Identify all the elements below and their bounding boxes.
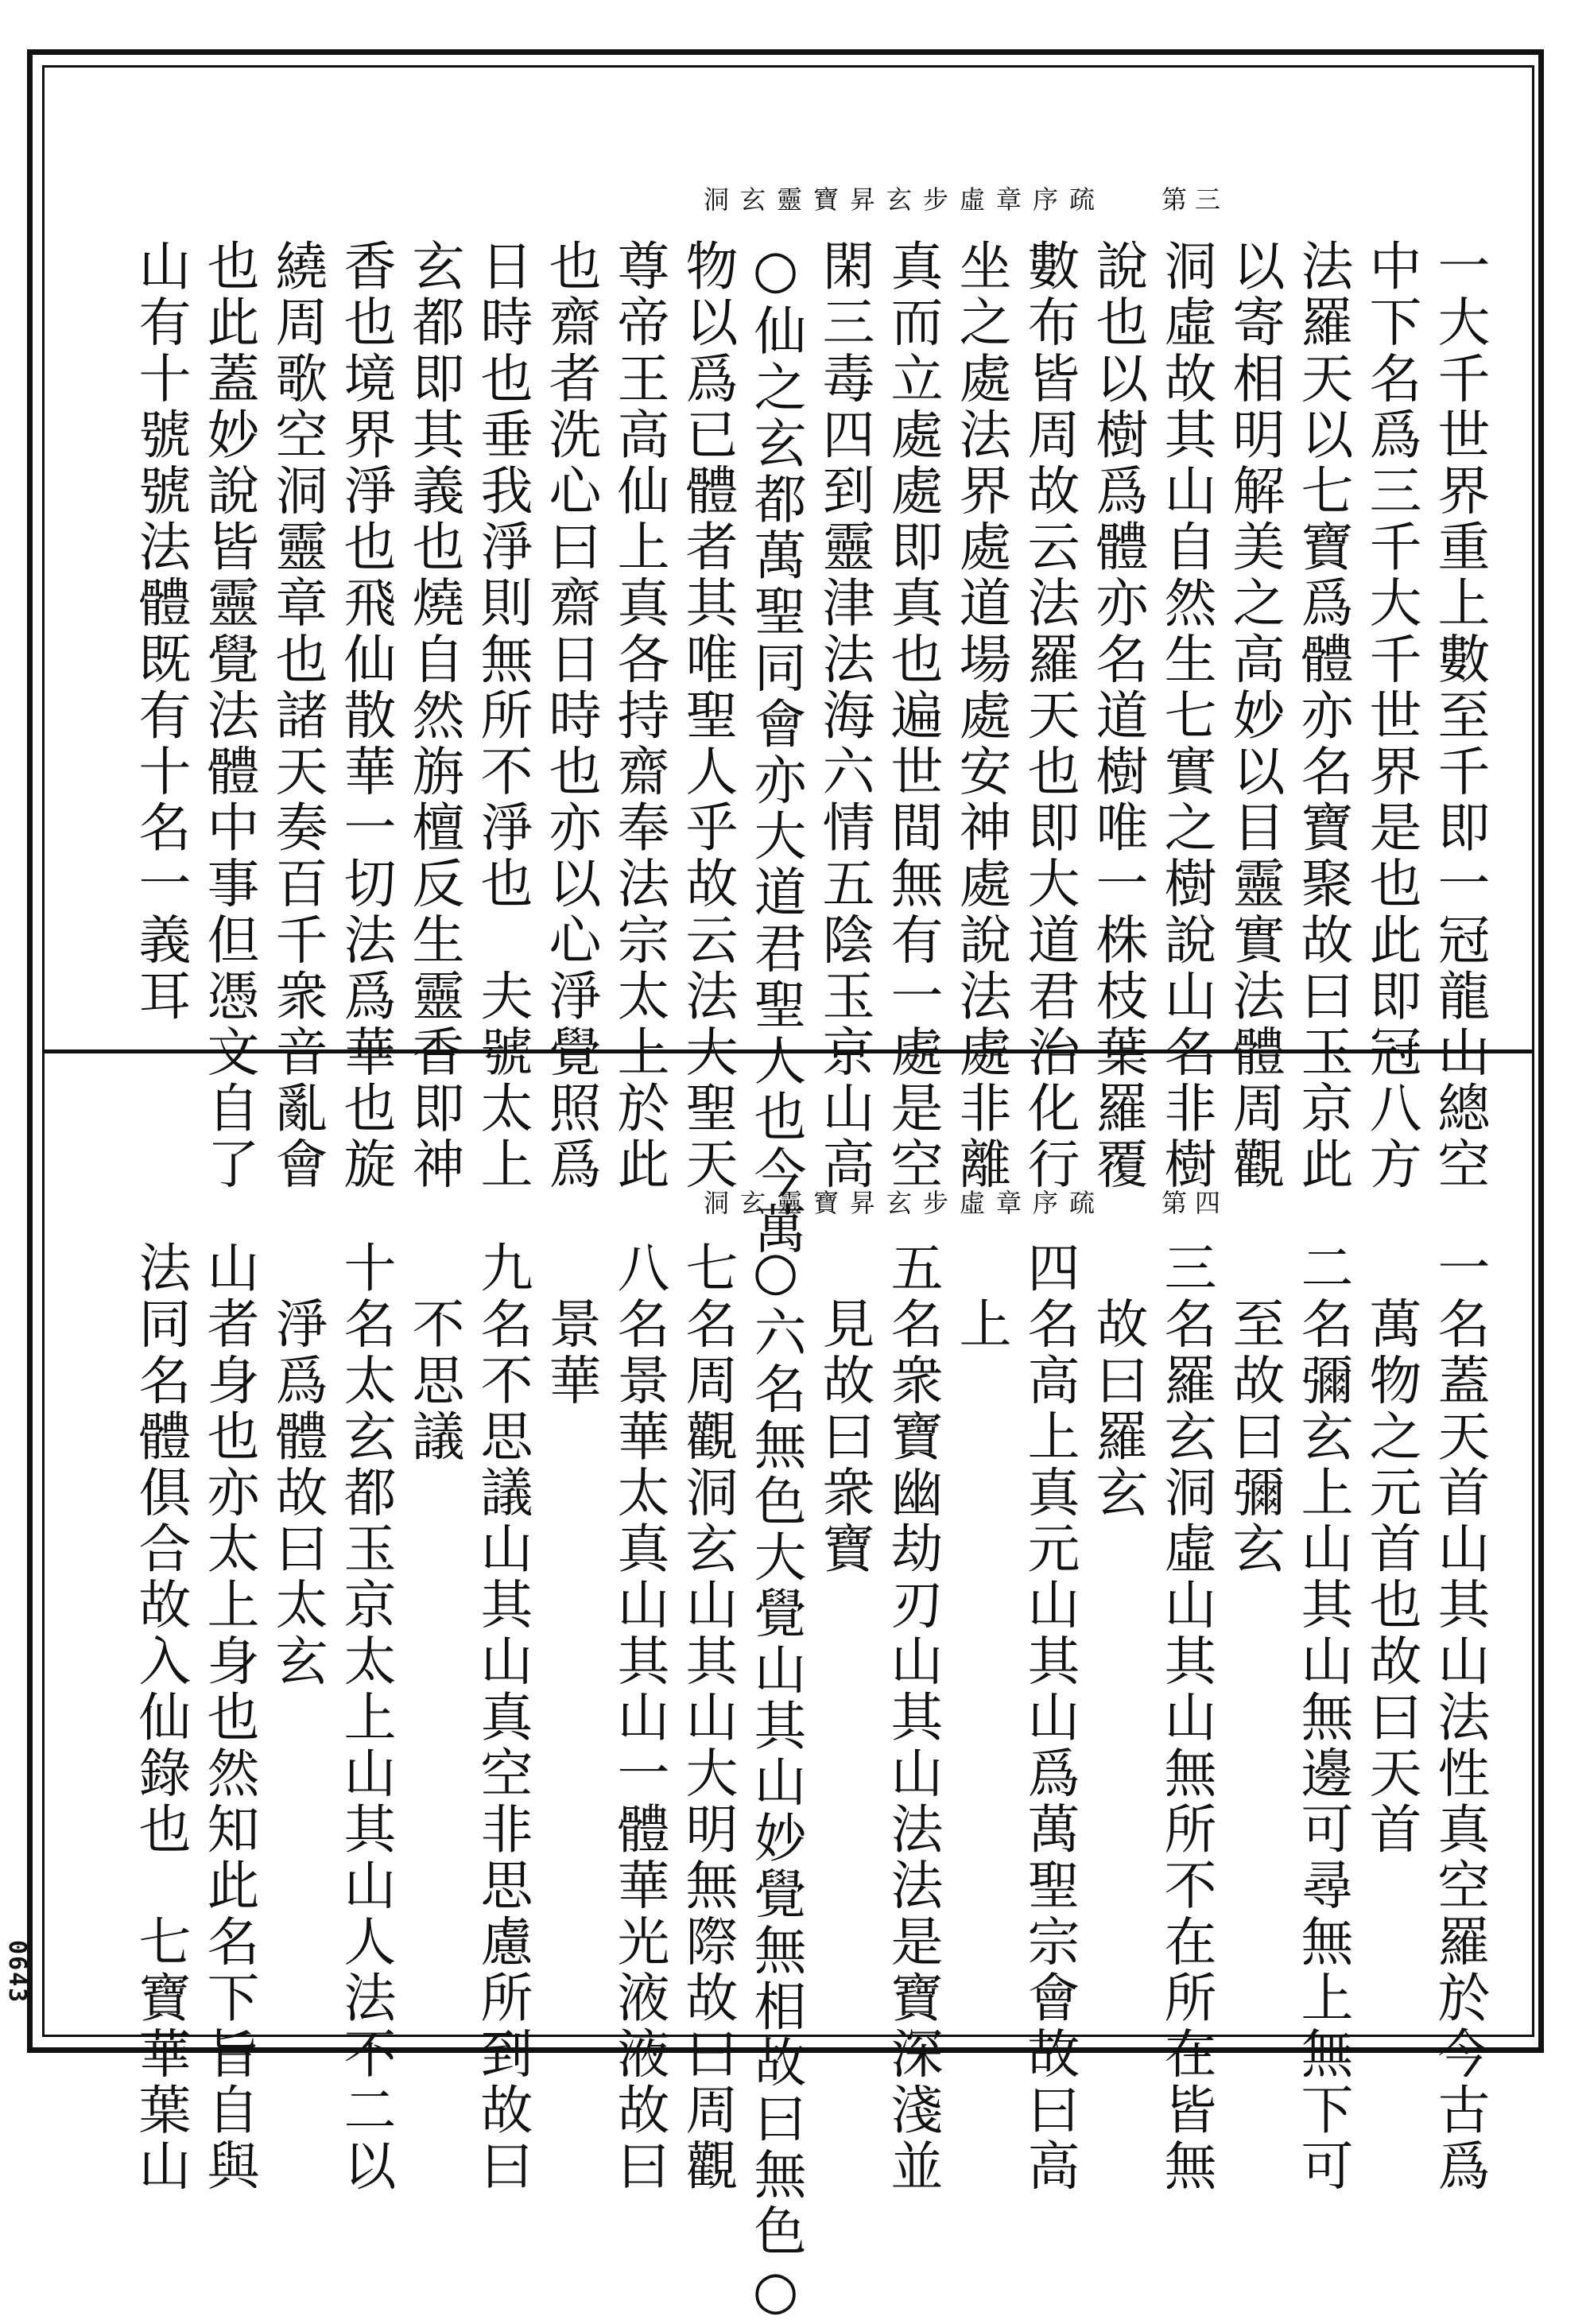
text-column: 至故曰彌玄 [1224, 1240, 1285, 1577]
text-column: 山者身也亦太上身也然知此名下旨自與 [198, 1240, 259, 2195]
text-column: 法同名體俱合故入仙錄也 七寶華葉山 [130, 1240, 191, 2195]
text-column: 見故曰衆寶 [813, 1240, 874, 1577]
text-column: 玄都即其義也燒自然旃檀反生靈香即神 [403, 239, 464, 1193]
text-column: 三名羅玄洞虛山其山無所不在所在皆無 [1155, 1240, 1216, 2195]
text-column: 物以爲已體者其唯聖人乎故云法大聖天 [677, 239, 738, 1193]
text-column: ○仙之玄都萬聖同會亦大道君聖人也今萬 [745, 239, 806, 1258]
upper-text-columns [126, 239, 1493, 1258]
text-column: 故曰羅玄 [1087, 1240, 1148, 1521]
text-column: 八名景華太真山其山一體華光液液故曰 [608, 1240, 669, 2195]
text-column: 景華 [540, 1240, 601, 1409]
lower-header-page: 第四 [1161, 1188, 1229, 1218]
text-column: 洞虛故其山自然生七實之樹說山名非樹 [1155, 239, 1216, 1193]
text-column: 數布皆周故云法羅天也即大道君治化行 [1018, 239, 1080, 1193]
text-column: 中下名爲三千大千世界是也此即冠八方 [1360, 239, 1421, 1193]
text-column: 法羅天以七寶爲體亦名寶聚故曰玉京此 [1292, 239, 1353, 1193]
text-column: 淨爲體故曰太玄 [266, 1240, 328, 1690]
text-column: 九名不思議山其山真空非思慮所到故曰 [471, 1240, 533, 2195]
text-column: 四名高上真元山其山爲萬聖宗會故曰高 [1018, 1240, 1080, 2195]
lower-text-columns [126, 1240, 1493, 2324]
text-column: 真而立處處即真也遍世間無有一處是空 [882, 239, 943, 1193]
text-column: 不思議 [403, 1240, 464, 1465]
upper-header [704, 180, 1228, 216]
text-column: 閑三毒四到靈津法海六情五陰玉京山高 [813, 239, 874, 1193]
upper-header-page: 第三 [1161, 184, 1229, 215]
text-column: 也齋者洗心曰齋日時也亦以心淨覺照爲 [540, 239, 601, 1193]
text-column: 五名衆寶幽劫刃山其山法法是寶深淺並 [882, 1240, 943, 2195]
text-column: 以寄相明解美之高妙以目靈實法體周觀 [1224, 239, 1285, 1193]
text-column: 山有十號號法體既有十名一義耳 [130, 239, 191, 1025]
text-column: 萬物之元首也故曰天首 [1360, 1240, 1421, 1858]
text-column: 一名蓋天首山其山法性真空羅於今古爲 [1429, 1240, 1490, 2195]
text-column: 說也以樹爲體亦名道樹唯一株枝葉羅覆 [1087, 239, 1148, 1193]
upper-header-title: 洞玄靈寶昇玄步虛章序疏 [704, 184, 1107, 215]
text-column: 上 [950, 1240, 1011, 1353]
text-column: 七名周觀洞玄山其山大明無際故曰周觀 [677, 1240, 738, 2195]
text-column: 日時也垂我淨則無所不淨也 夫號太上 [471, 239, 533, 1193]
lower-header [704, 1183, 1228, 1220]
text-column: ○六名無色大覺山其山妙覺無相故曰無色○ [745, 1240, 806, 2324]
text-column: 二名彌玄上山其山無邊可尋無上無下可 [1292, 1240, 1353, 2195]
text-column: 十名太玄都玉京太上山其山人法不二以 [335, 1240, 396, 2195]
text-column: 香也境界淨也飛仙散華一切法爲華也旋 [335, 239, 396, 1193]
text-column: 繞周歌空洞靈章也諸天奏百千衆音亂會 [266, 239, 328, 1193]
text-column: 也此蓋妙說皆靈覺法體中事但憑文自了 [198, 239, 259, 1193]
text-column: 坐之處法界處道場處安神處說法處非離 [950, 239, 1011, 1193]
lower-header-title: 洞玄靈寶昇玄步虛章序疏 [704, 1188, 1107, 1218]
text-column: 一大千世界重上數至千即一冠龍山總空 [1429, 239, 1490, 1193]
text-column: 尊帝王高仙上真各持齋奉法宗太上於此 [608, 239, 669, 1193]
margin-page-number: 0643 [3, 1940, 31, 2004]
